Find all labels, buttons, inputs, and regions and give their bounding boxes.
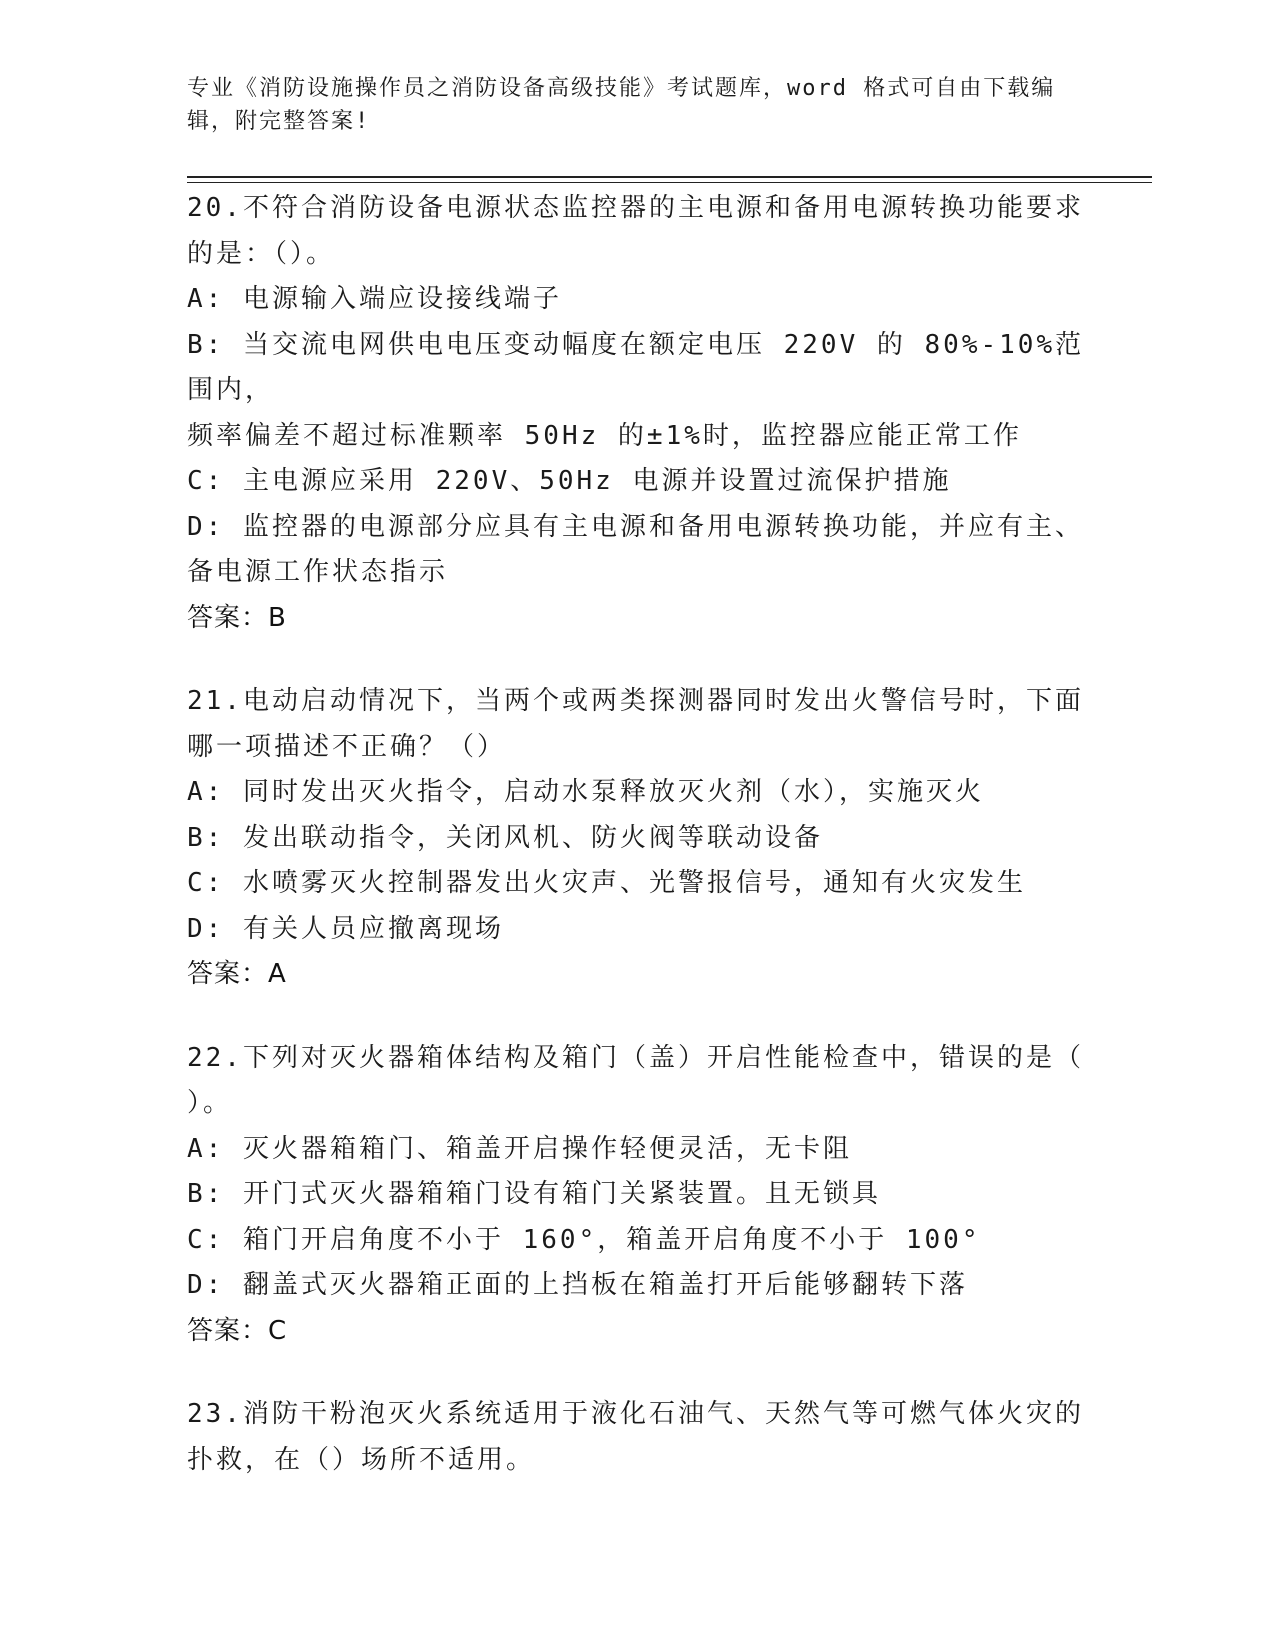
option-a: A: 同时发出灭火指令，启动水泵释放灭火剂（水），实施灭火 xyxy=(187,777,984,807)
option-c: C: 箱门开启角度不小于 160°，箱盖开启角度不小于 100° xyxy=(187,1224,981,1255)
header-line-1: 专业《消防设施操作员之消防设备高级技能》考试题库，word 格式可自由下载编 xyxy=(187,76,1056,101)
question-stem-line: 23.消防干粉泡灭火系统适用于液化石油气、天然气等可燃气体火灾的 xyxy=(187,1399,1084,1429)
question-stem-line: 扑救，在（）场所不适用。 xyxy=(187,1444,536,1475)
header-line-2: 辑，附完整答案! xyxy=(187,109,371,134)
answer: 答案：B xyxy=(187,602,287,633)
header-divider-thick xyxy=(187,176,1152,178)
question-stem-line: 21.电动启动情况下，当两个或两类探测器同时发出火警信号时，下面 xyxy=(187,686,1084,716)
question-20 xyxy=(187,186,1087,641)
option-d-continued: 备电源工作状态指示 xyxy=(187,557,449,587)
question-stem-line: 20.不符合消防设备电源状态监控器的主电源和备用电源转换功能要求 xyxy=(187,193,1084,223)
option-b: B: 当交流电网供电电压变动幅度在额定电压 220V 的 80%-10%范围内， xyxy=(187,329,1085,405)
answer: 答案：C xyxy=(187,1315,288,1346)
option-d: D: 监控器的电源部分应具有主电源和备用电源转换功能，并应有主、 xyxy=(187,511,1084,542)
option-b: B: 开门式灭火器箱箱门设有箱门关紧装置。且无锁具 xyxy=(187,1179,881,1209)
question-22 xyxy=(187,1036,1087,1355)
question-list xyxy=(187,186,1087,1521)
question-stem-line: ）。 xyxy=(187,1088,233,1118)
header-divider-thin xyxy=(187,182,1152,183)
option-b-continued: 频率偏差不超过标准颗率 50Hz 的±1%时，监控器应能正常工作 xyxy=(187,420,1022,451)
option-c: C: 主电源应采用 220V、50Hz 电源并设置过流保护措施 xyxy=(187,466,952,496)
option-d: D: 有关人员应撤离现场 xyxy=(187,913,504,944)
question-stem-line: 哪一项描述不正确？（） xyxy=(187,731,507,762)
option-b: B: 发出联动指令，关闭风机、防火阀等联动设备 xyxy=(187,822,823,853)
answer: 答案：A xyxy=(187,959,287,989)
option-a: A: 灭火器箱箱门、箱盖开启操作轻便灵活，无卡阻 xyxy=(187,1133,852,1164)
question-21 xyxy=(187,679,1087,998)
option-d: D: 翻盖式灭火器箱正面的上挡板在箱盖打开后能够翻转下落 xyxy=(187,1270,968,1300)
question-stem-line: 22.下列对灭火器箱体结构及箱门（盖）开启性能检查中，错误的是（ xyxy=(187,1042,1084,1073)
document-header xyxy=(187,72,1067,138)
option-a: A: 电源输入端应设接线端子 xyxy=(187,284,562,314)
question-23 xyxy=(187,1392,1087,1483)
question-stem-line: 的是：（）。 xyxy=(187,238,336,269)
option-c: C: 水喷雾灭火控制器发出火灾声、光警报信号，通知有火灾发生 xyxy=(187,868,1026,898)
